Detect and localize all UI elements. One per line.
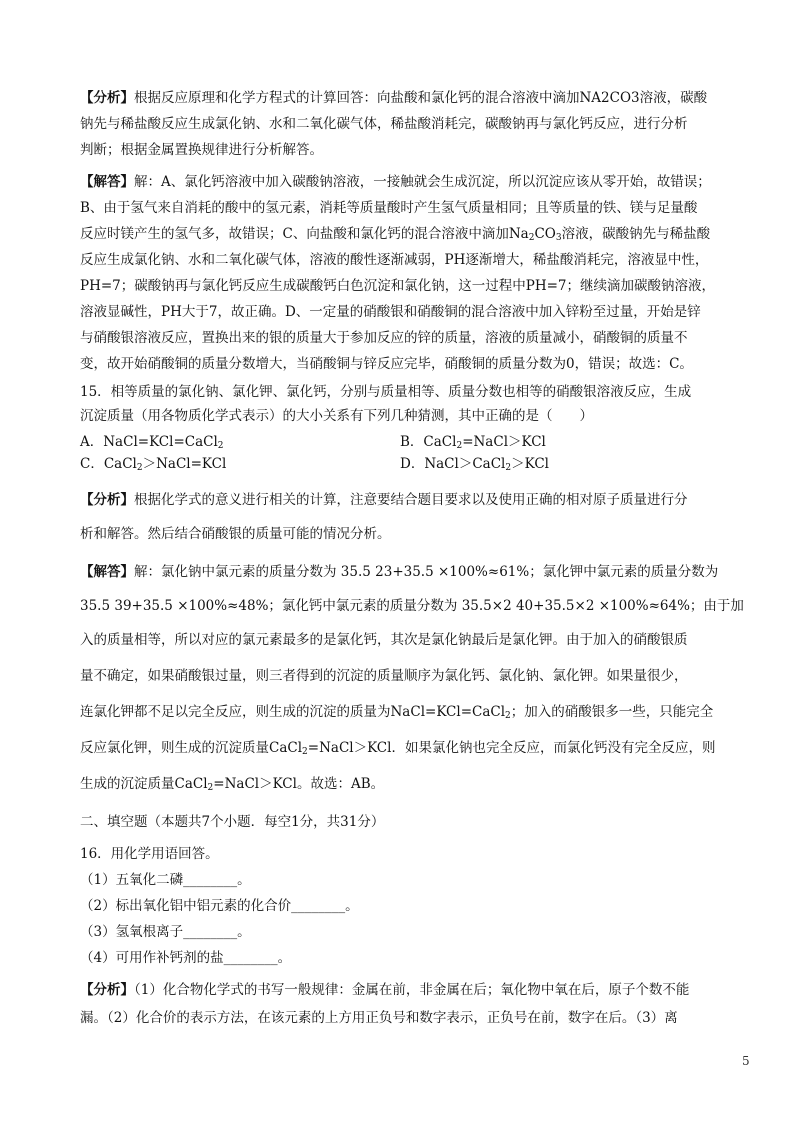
- analysis-1-line-2: 钠先与稀盐酸反应生成氯化钠、水和二氧化碳气体，稀盐酸消耗完，碳酸钠再与氯化钙反应，进行分析: [80, 116, 688, 132]
- solution-1-line-4: 反应生成氯化钠、水和二氧化碳气体，溶液的酸性逐渐减弱，PH逐渐增大，稀盐酸消耗完，溶液显中性，: [80, 252, 709, 268]
- question-16-item-1: （1）五氧化二磷________。: [80, 872, 251, 888]
- question-16-item-2: （2）标出氧化铝中铝元素的化合价________。: [80, 898, 359, 914]
- analysis-1-line-1: 【分析】根据反应原理和化学方程式的计算回答：向盐酸和氯化钙的混合溶液中滴加NA2CO3溶液，碳酸: [80, 90, 708, 106]
- solution-1-line-5: PH=7；碳酸钠再与氯化钙反应生成碳酸钙白色沉淀和氯化钠，这一过程中PH=7；继续滴加碳酸钠溶液，: [80, 278, 716, 294]
- solution-2-line-3: 入的质量相等，所以对应的氯元素最多的是氯化钙，其次是氯化钠最后是氯化钾。由于加入的硝酸银质: [80, 632, 688, 648]
- question-16-item-4: （4）可用作补钙剂的盐________。: [80, 950, 292, 966]
- solution-1-line-3: 反应时镁产生的氢气多，故错误；C、向盐酸和氯化钙的混合溶液中滴加$Na_2CO_3$溶液，碳酸钠先与稀盐酸: [80, 226, 711, 243]
- solution-2-line-7: 生成的沉淀质量CaCl$_2$=NaCl＞KCl。故选：AB。: [80, 776, 385, 793]
- question-16-title: 16．用化学用语回答。: [80, 846, 219, 862]
- solution-1-line-2: B、由于氢气来自消耗的酸中的氢元素，消耗等质量酸时产生氢气质量相同；且等质量的铁、镁与足量酸: [80, 200, 698, 216]
- solution-2-line-2: 35.5 39+35.5 ×100%≈48%；氯化钙中氯元素的质量分数为 35.5×2 40+35.5×2 ×100%≈64%；由于加: [80, 598, 744, 614]
- solution-tag: 【解答】: [80, 174, 134, 190]
- solution-2-line-1: 【解答】解：氯化钠中氯元素的质量分数为 35.5 23+35.5 ×100%≈61%；氯化钾中氯元素的质量分数为: [80, 564, 719, 580]
- analysis-tag: 【分析】: [80, 492, 134, 508]
- question-15-line-1: 15．相等质量的氯化钠、氯化钾、氯化钙，分别与质量相等、质量分数也相等的硝酸银溶液反应，生成: [80, 384, 692, 400]
- solution-2-line-6: 反应氯化钾，则生成的沉淀质量CaCl$_2$=NaCl＞KCl．如果氯化钠也完全反应，而氯化钙没有完全反应，则: [80, 740, 716, 757]
- solution-1-line-7: 与硝酸银溶液反应，置换出来的银的质量大于参加反应的锌的质量，溶液的质量减小，硝酸铜的质量不: [80, 330, 688, 346]
- section-heading: 二、填空题（本题共7个小题．每空1分，共31分）: [80, 814, 385, 830]
- solution-tag: 【解答】: [80, 564, 134, 580]
- option-a: A．NaCl=KCl=CaCl$_2$: [80, 434, 224, 451]
- solution-1-line-8: 变，故开始硝酸铜的质量分数增大，当硝酸铜与锌反应完毕，硝酸铜的质量分数为0，错误；故选：C。: [80, 356, 693, 372]
- option-c: C．CaCl$_2$＞NaCl=KCl: [80, 456, 227, 473]
- question-15-line-2: 沉淀质量（用各物质化学式表示）的大小关系有下列几种猜测，其中正确的是（ ）: [80, 408, 593, 424]
- analysis-3-line-2: 漏。（2）化合价的表示方法，在该元素的上方用正负号和数字表示，正负号在前，数字在后。（3）离: [80, 1010, 678, 1026]
- solution-2-line-4: 量不确定，如果硝酸银过量，则三者得到的沉淀的质量顺序为氯化钙、氯化钠、氯化钾。如果量很少，: [80, 668, 688, 684]
- analysis-tag: 【分析】: [80, 982, 134, 998]
- option-d: D．NaCl＞CaCl$_2$＞KCl: [400, 456, 549, 473]
- solution-2-line-5: 连氯化钾都不足以完全反应，则生成的沉淀的质量为NaCl=KCl=CaCl$_2$；加入的硝酸银多一些，只能完全: [80, 704, 714, 721]
- analysis-2-line-2: 析和解答。然后结合硝酸银的质量可能的情况分析。: [80, 526, 391, 542]
- solution-1-line-1: 【解答】解：A、氯化钙溶液中加入碳酸钠溶液，一接触就会生成沉淀，所以沉淀应该从零开始，故错误；: [80, 174, 711, 190]
- page-number: 5: [742, 1054, 750, 1068]
- solution-1-line-6: 溶液显碱性，PH大于7，故正确。D、一定量的硝酸银和硝酸铜的混合溶液中加入锌粉至过量，开始是锌: [80, 304, 701, 320]
- analysis-tag: 【分析】: [80, 90, 134, 106]
- analysis-3-line-1: 【分析】（1）化合物化学式的书写一般规律：金属在前，非金属在后；氧化物中氧在后，原子个数不能: [80, 982, 690, 998]
- option-b: B．CaCl$_2$=NaCl＞KCl: [400, 434, 546, 451]
- question-16-item-3: （3）氢氧根离子________。: [80, 924, 251, 940]
- analysis-1-line-3: 判断；根据金属置换规律进行分析解答。: [80, 142, 323, 158]
- analysis-2-line-1: 【分析】根据化学式的意义进行相关的计算，注意要结合题目要求以及使用正确的相对原子质量进行分: [80, 492, 688, 508]
